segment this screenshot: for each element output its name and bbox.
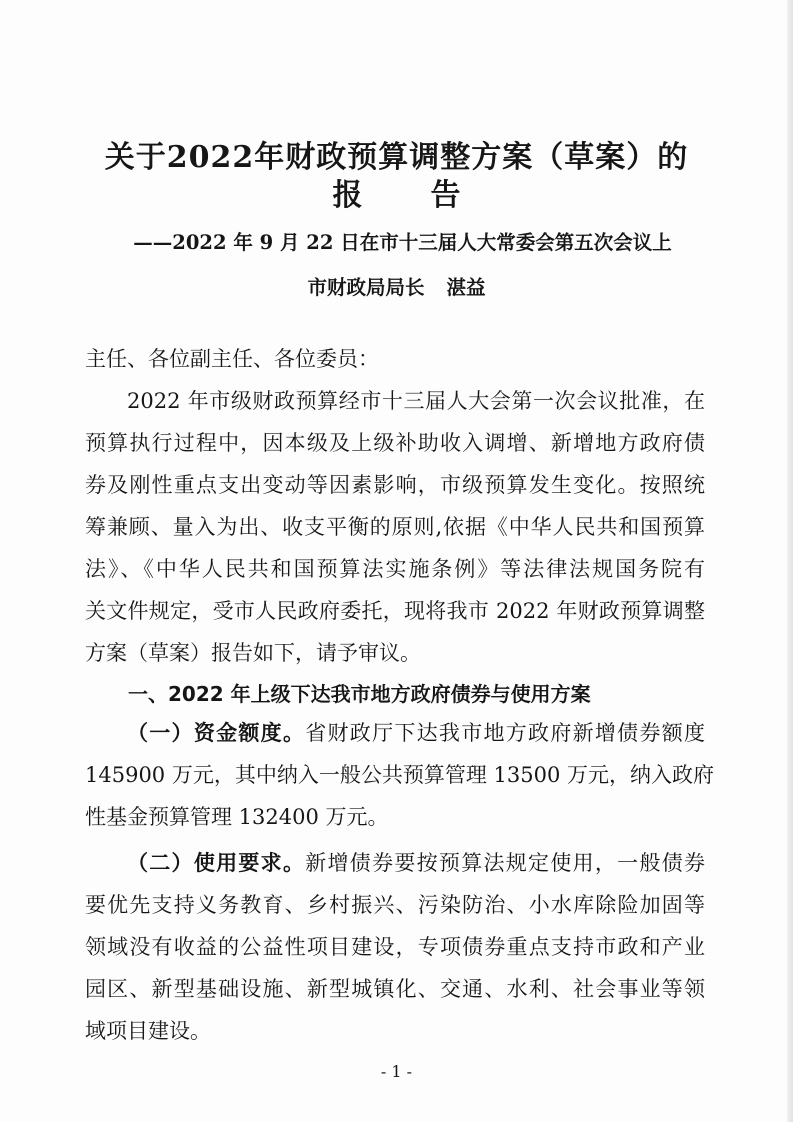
para1-line (85, 720, 705, 746)
para2-lead: （二）使用要求。 (127, 850, 306, 875)
speaker-name: 湛益 (446, 276, 486, 299)
intro-line: 法》、《中华人民共和国预算法实施条例》等法律法规国务院有 (85, 557, 705, 581)
intro-line: 2022 年市级财政预算经市十三届人大会第一次会议批准，在 (127, 389, 705, 413)
speaker-role: 市财政局局长 (307, 276, 425, 299)
intro-line: 筹兼顾、量入为出、收支平衡的原则,依据《中华人民共和国预算 (85, 515, 705, 539)
para2-line: 园区、新型基础设施、新型城镇化、交通、水利、社会事业等领 (85, 977, 705, 1001)
para1-line: 性基金预算管理 132400 万元。 (85, 805, 389, 829)
salutation: 主任、各位副主任、各位委员： (85, 347, 379, 371)
para1-line1-text: 省财政厅下达我市地方政府新增债券额度 (305, 721, 706, 745)
document-title-line-2: 报告 (332, 178, 529, 213)
para2-line1-text: 新增债券要按预算法规定使用，一般债券 (305, 851, 706, 875)
intro-line: 券及刚性重点支出变动等因素影响，市级预算发生变化。按照统 (85, 473, 705, 497)
intro-line: 预算执行过程中，因本级及上级补助收入调增、新增地方政府债 (85, 431, 705, 455)
section-heading-1: 一、2022 年上级下达我市地方政府债券与使用方案 (128, 682, 591, 706)
speaker-line (0, 272, 793, 300)
para2-line: 领域没有收益的公益性项目建设，专项债券重点支持市政和产业 (85, 935, 705, 959)
meeting-subtitle: ——2022 年 9 月 22 日在市十三届人大常委会第五次会议上 (133, 231, 672, 254)
para2-line: 要优先支持义务教育、乡村振兴、污染防治、小水库除险加固等 (85, 893, 705, 917)
para1-line: 145900 万元，其中纳入一般公共预算管理 13500 万元，纳入政府 (85, 763, 714, 787)
intro-line: 方案（草案）报告如下，请予审议。 (85, 641, 421, 665)
para1-lead: （一）资金额度。 (127, 720, 306, 745)
intro-line: 关文件规定，受市人民政府委托，现将我市 2022 年财政预算调整 (85, 599, 705, 623)
document-title-line-1: 关于2022年财政预算调整方案（草案）的 (104, 140, 689, 175)
para2-line (85, 850, 705, 876)
para2-line: 域项目建设。 (85, 1019, 211, 1043)
page-number: - 1 - (380, 1062, 413, 1081)
